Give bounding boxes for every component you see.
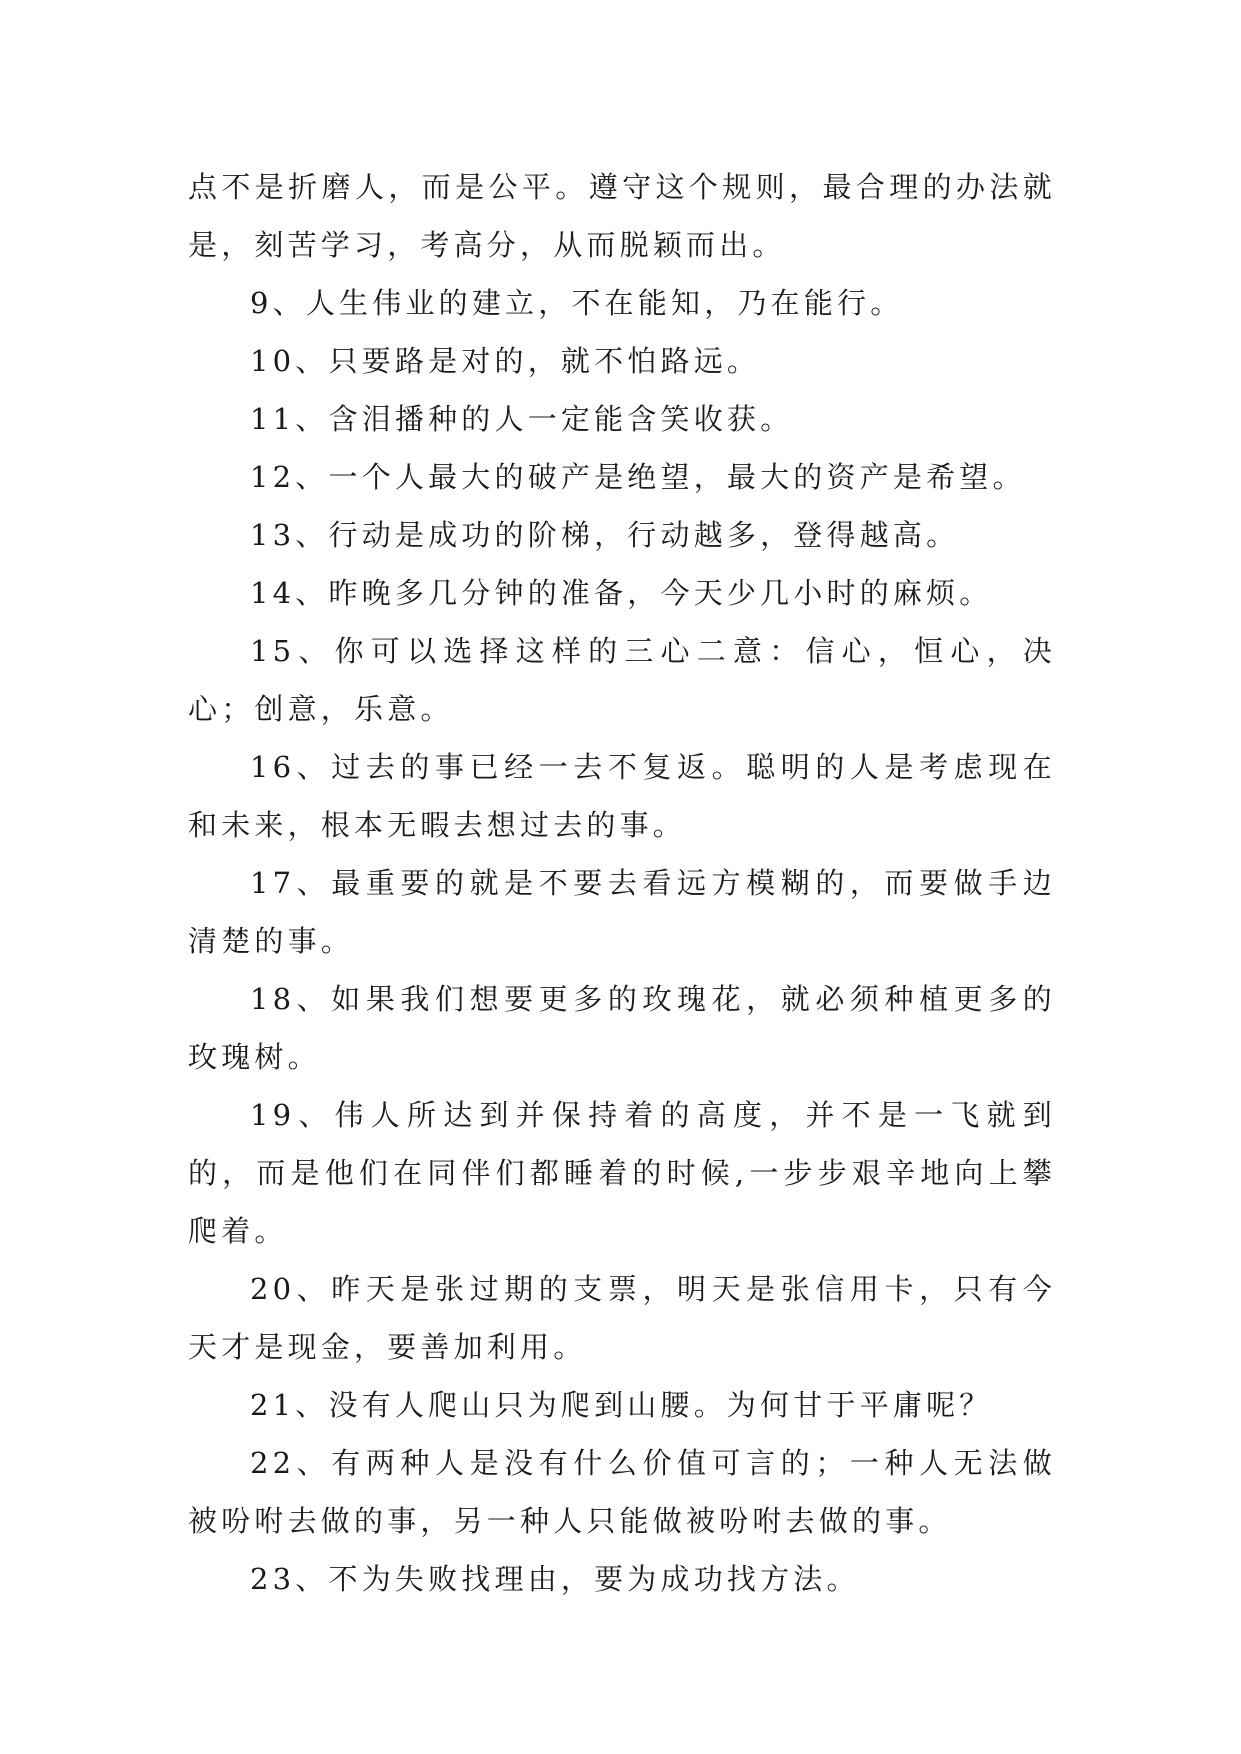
document-page xyxy=(188,158,1056,1608)
paragraph-continuation: 点不是折磨人，而是公平。遵守这个规则，最合理的办法就是，刻苦学习，考高分，从而脱颖而出。 xyxy=(188,170,1056,262)
quote-12: 12、一个人最大的破产是绝望，最大的资产是希望。 xyxy=(250,460,1026,494)
quote-23: 23、不为失败找理由，要为成功找方法。 xyxy=(250,1562,860,1596)
quote-21: 21、没有人爬山只为爬到山腰。为何甘于平庸呢？ xyxy=(250,1388,993,1422)
quote-16: 16、过去的事已经一去不复返。聪明的人是考虑现在和未来，根本无暇去想过去的事。 xyxy=(188,750,1056,842)
quote-14: 14、昨晚多几分钟的准备，今天少几小时的麻烦。 xyxy=(250,576,993,610)
quote-10: 10、只要路是对的，就不怕路远。 xyxy=(250,344,761,378)
quote-9: 9、人生伟业的建立，不在能知，乃在能行。 xyxy=(250,286,904,320)
quote-19: 19、伟人所达到并保持着的高度，并不是一飞就到的，而是他们在同伴们都睡着的时候,一步步艰辛地向上攀爬着。 xyxy=(188,1098,1056,1248)
quote-11: 11、含泪播种的人一定能含笑收获。 xyxy=(250,402,794,436)
quote-22: 22、有两种人是没有什么价值可言的；一种人无法做被吩咐去做的事，另一种人只能做被吩咐去做的事。 xyxy=(188,1446,1056,1538)
quote-20: 20、昨天是张过期的支票，明天是张信用卡，只有今天才是现金，要善加利用。 xyxy=(188,1272,1056,1364)
quote-13: 13、行动是成功的阶梯，行动越多，登得越高。 xyxy=(250,518,960,552)
quote-18: 18、如果我们想要更多的玫瑰花，就必须种植更多的玫瑰树。 xyxy=(188,982,1056,1074)
quote-15: 15、你可以选择这样的三心二意：信心，恒心，决心；创意，乐意。 xyxy=(188,634,1056,726)
quote-17: 17、最重要的就是不要去看远方模糊的，而要做手边清楚的事。 xyxy=(188,866,1056,958)
